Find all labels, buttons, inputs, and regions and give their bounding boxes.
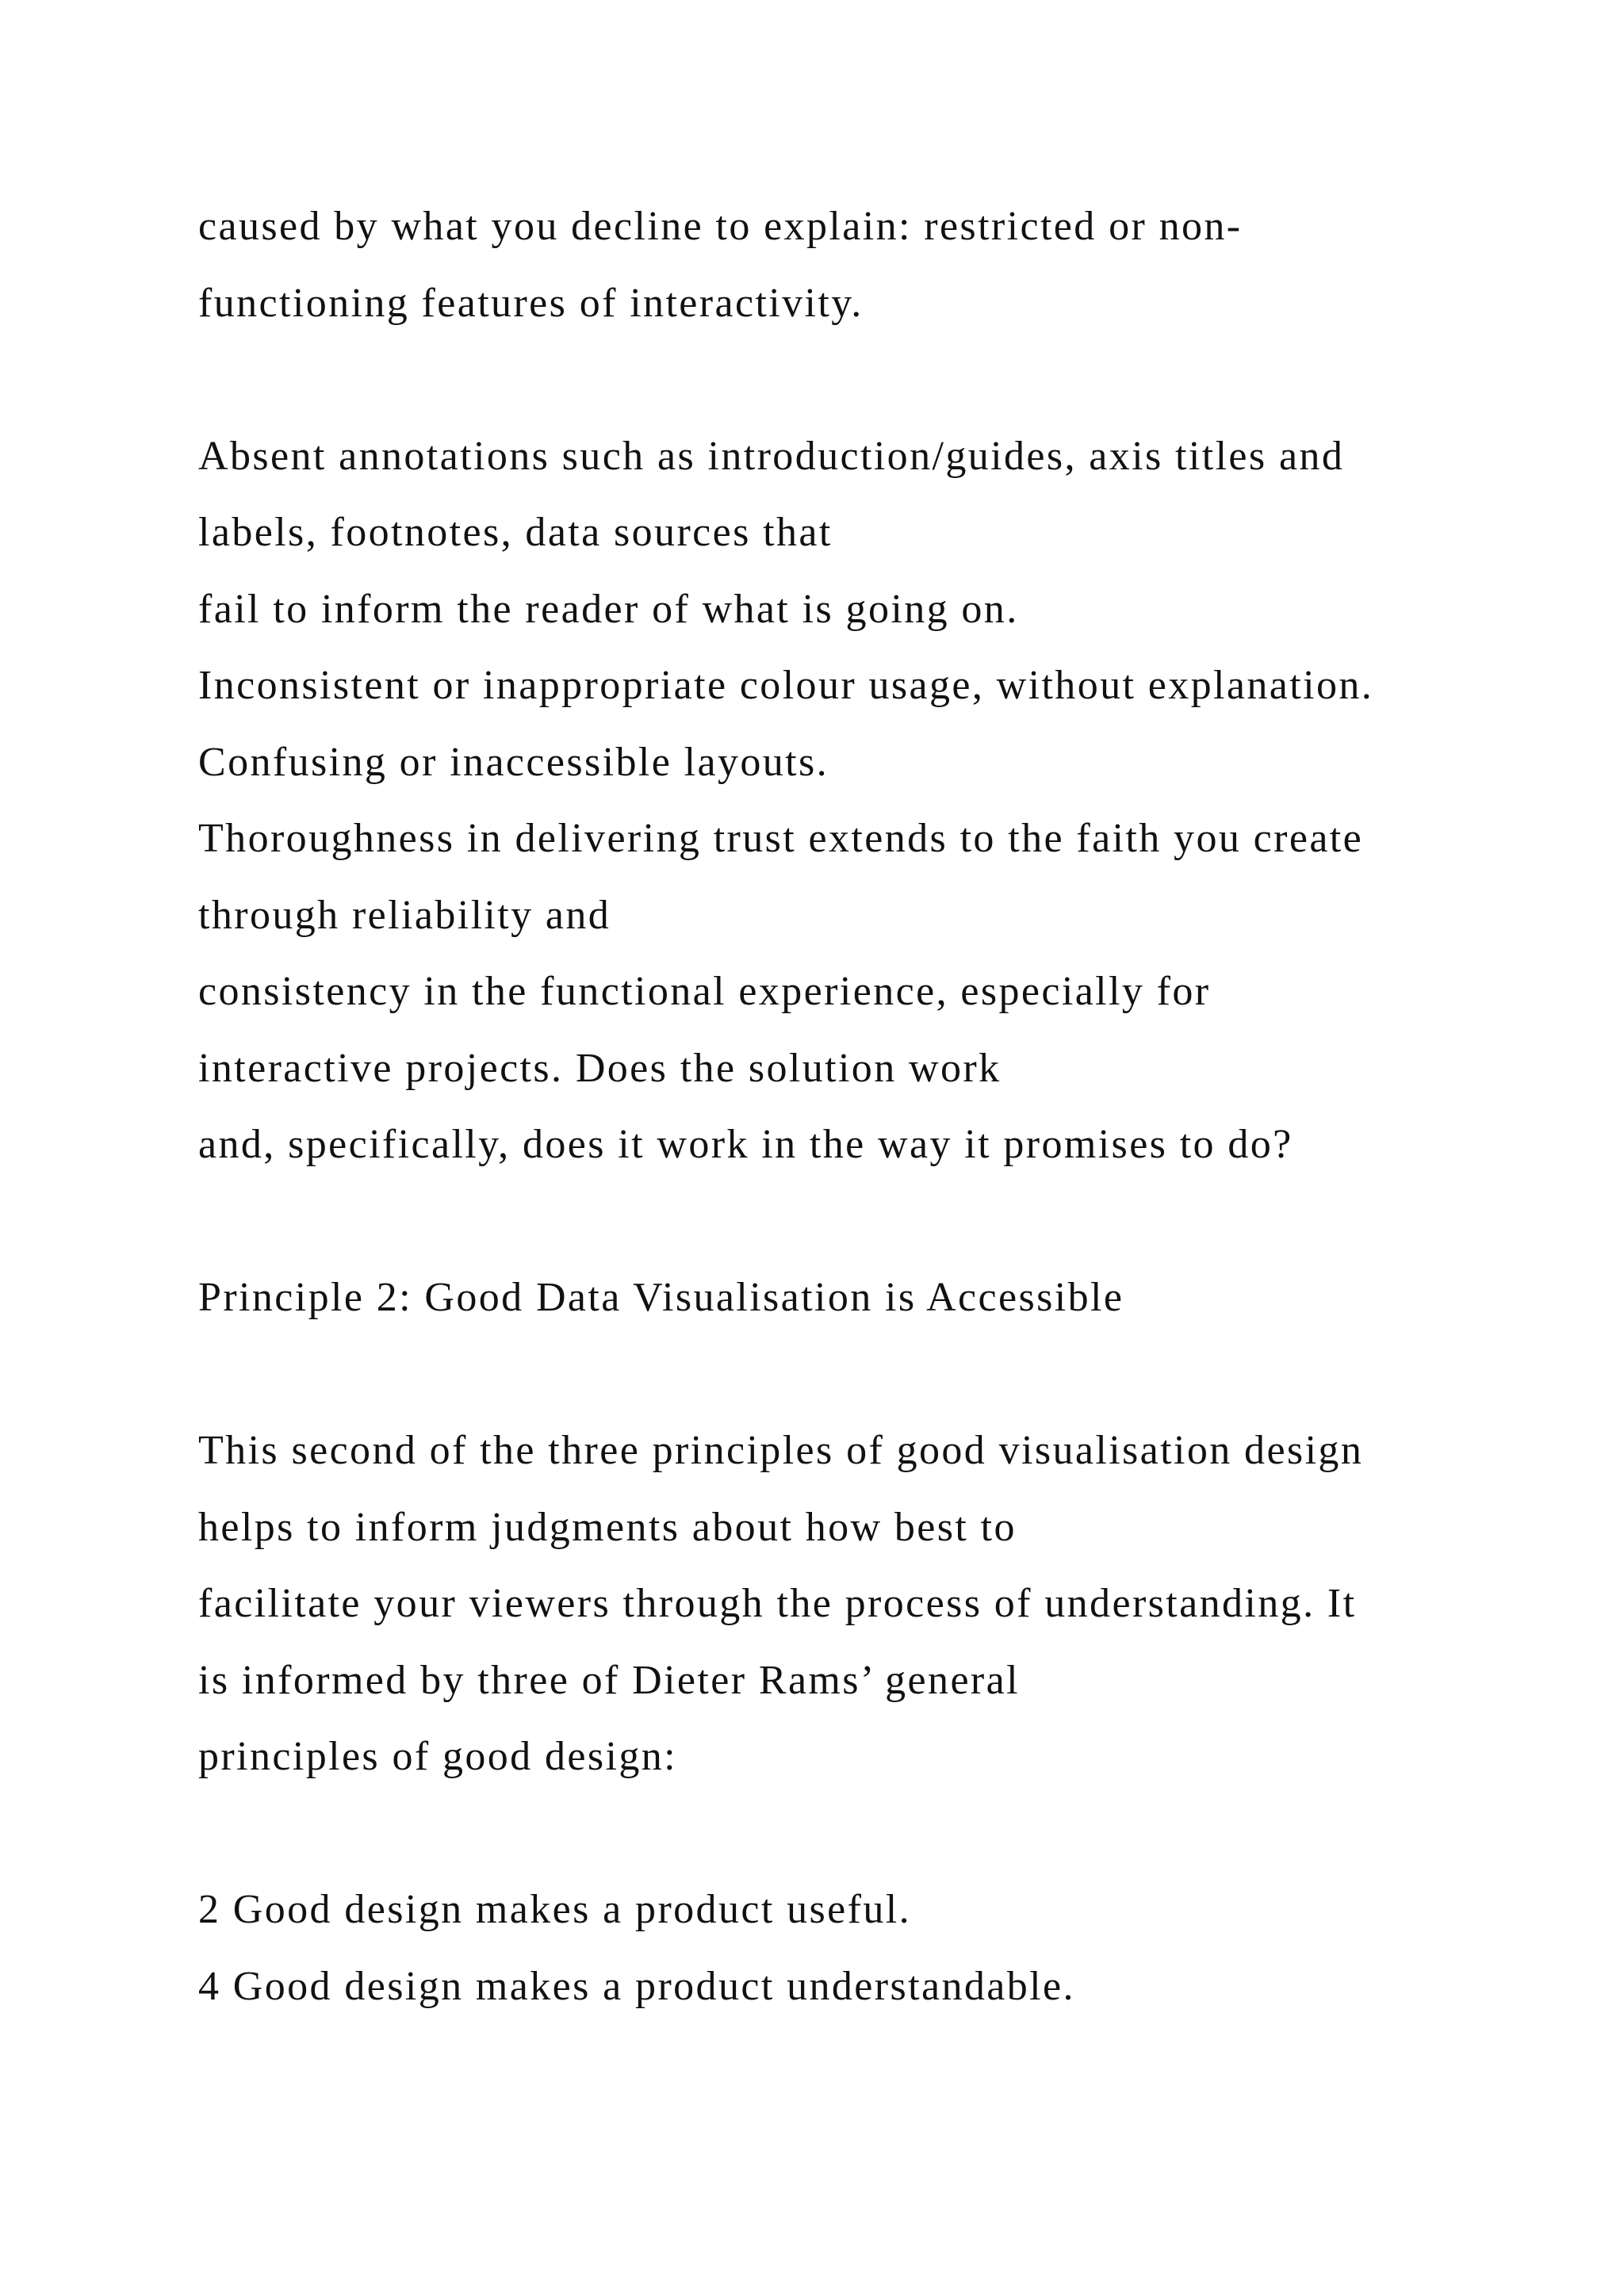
paragraph-gap: [198, 1796, 1546, 1873]
text-line: and, specifically, does it work in the way it promises to do?: [198, 1122, 1293, 1167]
text-line: Thoroughness in delivering trust extends to the faith you create: [198, 816, 1364, 861]
text-line: caused by what you decline to explain: restricted or non-: [198, 204, 1243, 249]
text-line: functioning features of interactivity.: [198, 280, 864, 326]
text-line: Absent annotations such as introduction/guides, axis titles and: [198, 433, 1345, 479]
text-line: principles of good design:: [198, 1734, 677, 1779]
text-line: fail to inform the reader of what is going on.: [198, 586, 1019, 632]
section-heading: Principle 2: Good Data Visualisation is Accessible: [198, 1275, 1124, 1320]
text-line: Inconsistent or inappropriate colour usage, without explanation.: [198, 663, 1374, 708]
list-item: 4 Good design makes a product understandable.: [198, 1963, 1075, 2009]
text-line: labels, footnotes, data sources that: [198, 510, 833, 555]
paragraph-gap: [198, 1184, 1546, 1261]
paragraph-gap: [198, 342, 1546, 419]
text-line: This second of the three principles of good visualisation design: [198, 1428, 1364, 1473]
text-line: consistency in the functional experience, especially for: [198, 969, 1211, 1014]
text-line: helps to inform judgments about how best to: [198, 1504, 1017, 1550]
list-item: 2 Good design makes a product useful.: [198, 1887, 911, 1932]
text-line: facilitate your viewers through the process of understanding. It: [198, 1581, 1357, 1626]
text-line: through reliability and: [198, 892, 611, 938]
text-line: is informed by three of Dieter Rams’ general: [198, 1657, 1020, 1703]
paragraph-gap: [198, 1337, 1546, 1414]
text-line: Confusing or inaccessible layouts.: [198, 739, 829, 785]
text-line: interactive projects. Does the solution work: [198, 1045, 1002, 1091]
document-text: [198, 189, 1546, 2025]
